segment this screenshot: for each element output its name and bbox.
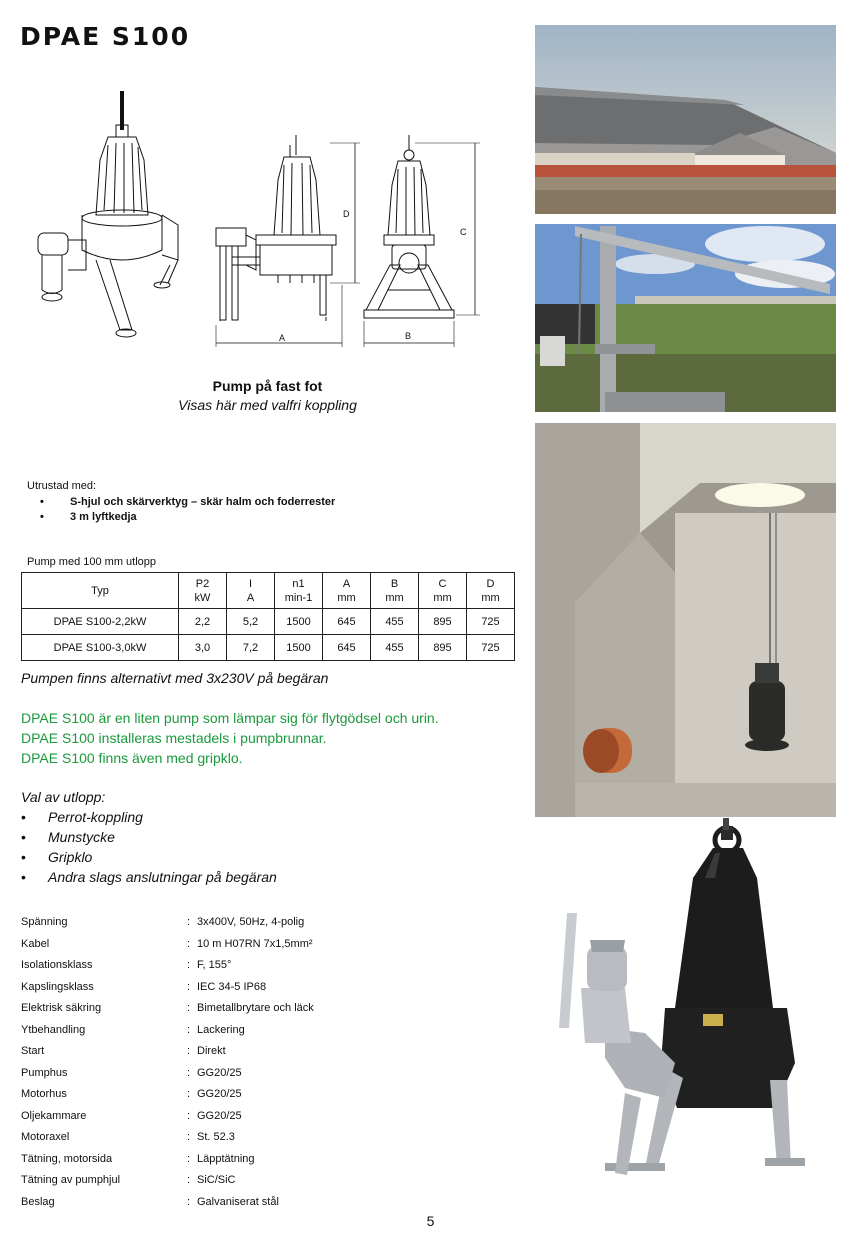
crane-installation-photo	[535, 224, 836, 412]
property-value: Bimetallbrytare och läck	[197, 1002, 314, 1014]
outlet-item: • Perrot-koppling	[21, 808, 277, 828]
property-separator: :	[187, 1002, 191, 1014]
col-header-a: A mm	[323, 573, 371, 609]
property-key: Pumphus	[21, 1066, 68, 1079]
property-row	[21, 1063, 314, 1085]
property-value: GG20/25	[197, 1066, 242, 1079]
property-value: Lackering	[197, 1023, 245, 1036]
table-cell: 5,2	[227, 609, 275, 635]
table-cell: 725	[467, 609, 515, 635]
property-value: F, 155°	[197, 959, 232, 971]
property-separator: :	[187, 916, 191, 928]
table-header-row	[22, 573, 515, 609]
property-row	[21, 1127, 314, 1149]
voltage-alternative-note: Pumpen finns alternativt med 3x230V på begäran	[21, 670, 329, 686]
dim-label-b: B	[405, 331, 412, 341]
pump-technical-drawing	[20, 85, 515, 350]
table-cell: 2,2	[179, 609, 227, 635]
outlet-list	[21, 808, 277, 888]
description-line: DPAE S100 installeras mestadels i pumpbrunnar.	[21, 730, 327, 746]
table-cell: 645	[323, 635, 371, 661]
property-separator: :	[187, 1066, 191, 1079]
table-cell: 3,0	[179, 635, 227, 661]
table-cell: 455	[371, 635, 419, 661]
pump-front-view	[364, 135, 480, 347]
property-key: Beslag	[21, 1195, 55, 1208]
property-key: Motorhus	[21, 1088, 67, 1100]
property-separator: :	[187, 1174, 191, 1186]
col-header-d: D mm	[467, 573, 515, 609]
property-value: Läpptätning	[197, 1152, 255, 1165]
pump-side-view	[216, 135, 360, 347]
col-header-n1: n1 min-1	[275, 573, 323, 609]
description-line: DPAE S100 är en liten pump som lämpar sig för flytgödsel och urin.	[21, 710, 439, 726]
property-separator: :	[187, 1131, 191, 1143]
table-cell: 895	[419, 609, 467, 635]
table-cell: 455	[371, 609, 419, 635]
equipment-heading: Utrustad med:	[27, 480, 97, 492]
outlet-item: • Munstycke	[21, 828, 277, 848]
pump-spec-table	[21, 572, 515, 661]
property-separator: :	[187, 980, 191, 993]
property-row	[21, 998, 314, 1020]
property-row	[21, 1020, 314, 1042]
property-key: Oljekammare	[21, 1109, 87, 1122]
property-key: Tätning av pumphjul	[21, 1174, 121, 1186]
property-separator: :	[187, 959, 191, 971]
col-header-b: B mm	[371, 573, 419, 609]
property-value: SiC/SiC	[197, 1174, 236, 1186]
property-separator: :	[187, 1023, 191, 1036]
description-line: DPAE S100 finns även med gripklo.	[21, 750, 243, 766]
property-value: Direkt	[197, 1045, 226, 1057]
property-value: Galvaniserat stål	[197, 1195, 279, 1208]
table-heading: Pump med 100 mm utlopp	[27, 556, 157, 568]
property-separator: :	[187, 1088, 191, 1100]
property-row	[21, 955, 314, 977]
property-value: St. 52.3	[197, 1131, 235, 1143]
property-value: 3x400V, 50Hz, 4-polig	[197, 916, 305, 928]
farm-building-photo	[535, 25, 836, 214]
property-key: Kabel	[21, 937, 50, 950]
outlet-item: • Andra slags anslutningar på begäran	[21, 868, 277, 888]
outlet-heading: Val av utlopp:	[21, 789, 106, 805]
table-cell: 645	[323, 609, 371, 635]
dim-label-c: C	[460, 227, 467, 237]
dim-label-a: A	[279, 333, 286, 343]
drawing-caption-title: Pump på fast fot	[212, 378, 323, 394]
property-key: Start	[21, 1045, 45, 1057]
property-row	[21, 1170, 314, 1192]
property-key: Tätning, motorsida	[21, 1152, 113, 1165]
property-value: 10 m H07RN 7x1,5mm²	[197, 937, 313, 950]
equipment-item: • S-hjul och skärverktyg – skär halm och foderrester	[40, 495, 335, 510]
table-cell: DPAE S100-2,2kW	[22, 609, 179, 635]
property-row	[21, 1149, 314, 1171]
property-row	[21, 1192, 314, 1214]
property-separator: :	[187, 1195, 191, 1208]
col-header-typ: Typ	[22, 573, 179, 609]
property-value: GG20/25	[197, 1109, 242, 1122]
table-cell: 1500	[275, 609, 323, 635]
drawing-caption-subtitle: Visas här med valfri koppling	[178, 397, 357, 413]
property-value: IEC 34-5 IP68	[197, 980, 267, 993]
property-row	[21, 1041, 314, 1063]
equipment-item: • 3 m lyftkedja	[40, 510, 335, 525]
property-separator: :	[187, 1109, 191, 1122]
property-value: GG20/25	[197, 1088, 242, 1100]
property-row	[21, 1084, 314, 1106]
equipment-list	[40, 495, 335, 525]
table-cell: 1500	[275, 635, 323, 661]
col-header-p2: P2 kW	[179, 573, 227, 609]
page-title: DPAE S100	[20, 22, 191, 51]
property-row	[21, 934, 314, 956]
property-key: Motoraxel	[21, 1131, 70, 1143]
table-row	[22, 609, 515, 635]
col-header-c: C mm	[419, 573, 467, 609]
table-cell: DPAE S100-3,0kW	[22, 635, 179, 661]
property-key: Elektrisk säkring	[21, 1002, 102, 1014]
pump-product-photo	[545, 818, 835, 1178]
property-separator: :	[187, 1152, 191, 1165]
table-row	[22, 635, 515, 661]
property-row	[21, 977, 314, 999]
col-header-i: I A	[227, 573, 275, 609]
property-key: Isolationsklass	[21, 959, 93, 971]
property-key: Spänning	[21, 916, 68, 928]
outlet-item: • Gripklo	[21, 848, 277, 868]
property-row	[21, 912, 314, 934]
property-row	[21, 1106, 314, 1128]
property-key: Kapslingsklass	[21, 980, 94, 993]
property-key: Ytbehandling	[21, 1023, 86, 1036]
property-list	[21, 912, 314, 1213]
table-cell: 7,2	[227, 635, 275, 661]
pump-in-well-photo	[535, 423, 836, 817]
table-cell: 725	[467, 635, 515, 661]
page-number: 5	[426, 1213, 435, 1229]
property-separator: :	[187, 1045, 191, 1057]
pump-perspective-sketch	[38, 91, 178, 337]
dim-label-d: D	[343, 209, 350, 219]
table-cell: 895	[419, 635, 467, 661]
property-separator: :	[187, 937, 191, 950]
